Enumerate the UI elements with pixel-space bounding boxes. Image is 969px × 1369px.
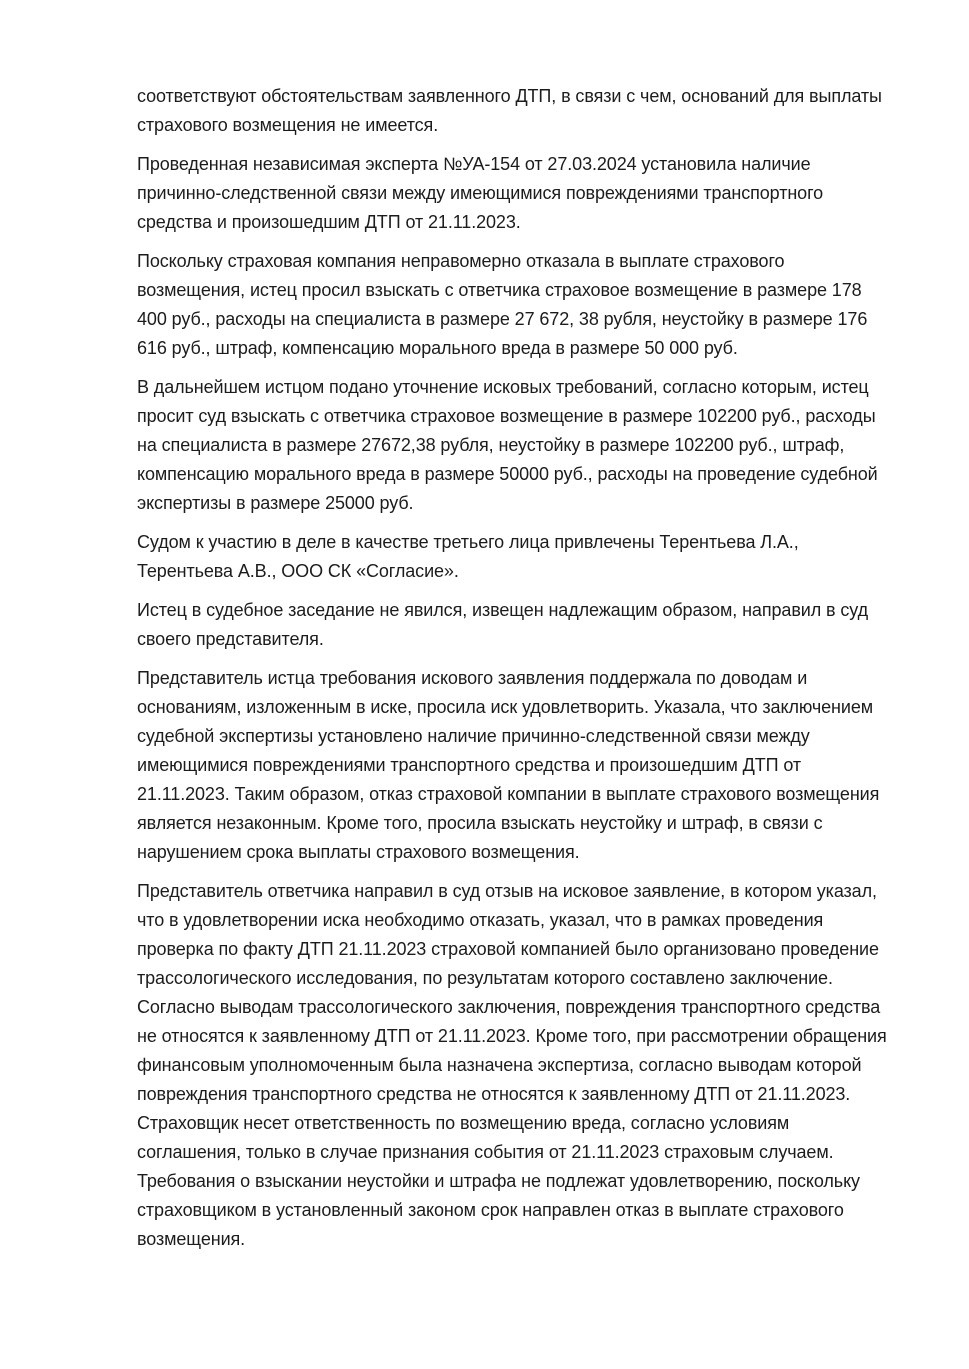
paragraph-plaintiff-representative-position: Представитель истца требования искового заявления поддержала по доводам и основаниям, изложенным в иске, просила иск удовлетворить. Указала, что заключением судебной экспертизы установлено наличие причинно-следственной связи между имеющимися повреждениями транспортного средства и произошедшим ДТП от 21.11.2023. Таким образом, отказ страховой компании в выплате страхового возмещения является незаконным. Кроме того, просила взыскать неустойку и штраф, в связи с нарушением срока выплаты страхового возмещения. bbox=[137, 668, 880, 862]
paragraph-no-grounds-for-payment: соответствуют обстоятельствам заявленного ДТП, в связи с чем, оснований для выплаты страхового возмещения не имеется. bbox=[137, 86, 882, 135]
paragraph-independent-expertise: Проведенная независимая эксперта №УА-154 от 27.03.2024 установила наличие причинно-следственной связи между имеющимися повреждениями транспортного средства и произошедшим ДТП от 21.11.2023. bbox=[137, 154, 824, 232]
paragraph-initial-claims: Поскольку страховая компания неправомерно отказала в выплате страхового возмещения, истец просил взыскать с ответчика страховое возмещение в размере 178 400 руб., расходы на специалиста в размере 27 672, 38 рубля, неустойку в размере 176 616 руб., штраф, компенсацию морального вреда в размере 50 000 руб. bbox=[137, 251, 868, 358]
paragraph-plaintiff-absent: Истец в судебное заседание не явился, извещен надлежащим образом, направил в суд своего представителя. bbox=[137, 600, 869, 649]
paragraph-updated-claims: В дальнейшем истцом подано уточнение исковых требований, согласно которым, истец просит суд взыскать с ответчика страховое возмещение в размере 102200 руб., расходы на специалиста в размере 27672,38 рубля, неустойку в размере 102200 руб., штраф, компенсацию морального вреда в размере 50000 руб., расходы на проведение судебной экспертизы в размере 25000 руб. bbox=[137, 377, 878, 513]
paragraph-third-parties: Судом к участию в деле в качестве третьего лица привлечены Терентьева Л.А., Терентьева А.В., ООО СК «Согласие». bbox=[137, 532, 799, 581]
paragraph-defendant-response: Представитель ответчика направил в суд отзыв на исковое заявление, в котором указал, что в удовлетворении иска необходимо отказать, указал, что в рамках проведения проверка по факту ДТП 21.11.2023 страховой компанией было организовано проведение трассологического исследования, по результатам которого составлено заключение. Согласно выводам трассологического заключения, повреждения транспортного средства не относятся к заявленному ДТП от 21.11.2023. Кроме того, при рассмотрении обращения финансовым уполномоченным была назначена экспертиза, согласно выводам которой повреждения транспортного средства не относятся к заявленному ДТП от 21.11.2023. Страховщик несет ответственность по возмещению вреда, согласно условиям соглашения, только в случае признания события от 21.11.2023 страховым случаем. Требования о взыскании неустойки и штрафа не подлежат удовлетворению, поскольку страховщиком в установленный законом срок направлен отказ в выплате страхового возмещения. bbox=[137, 881, 887, 1249]
